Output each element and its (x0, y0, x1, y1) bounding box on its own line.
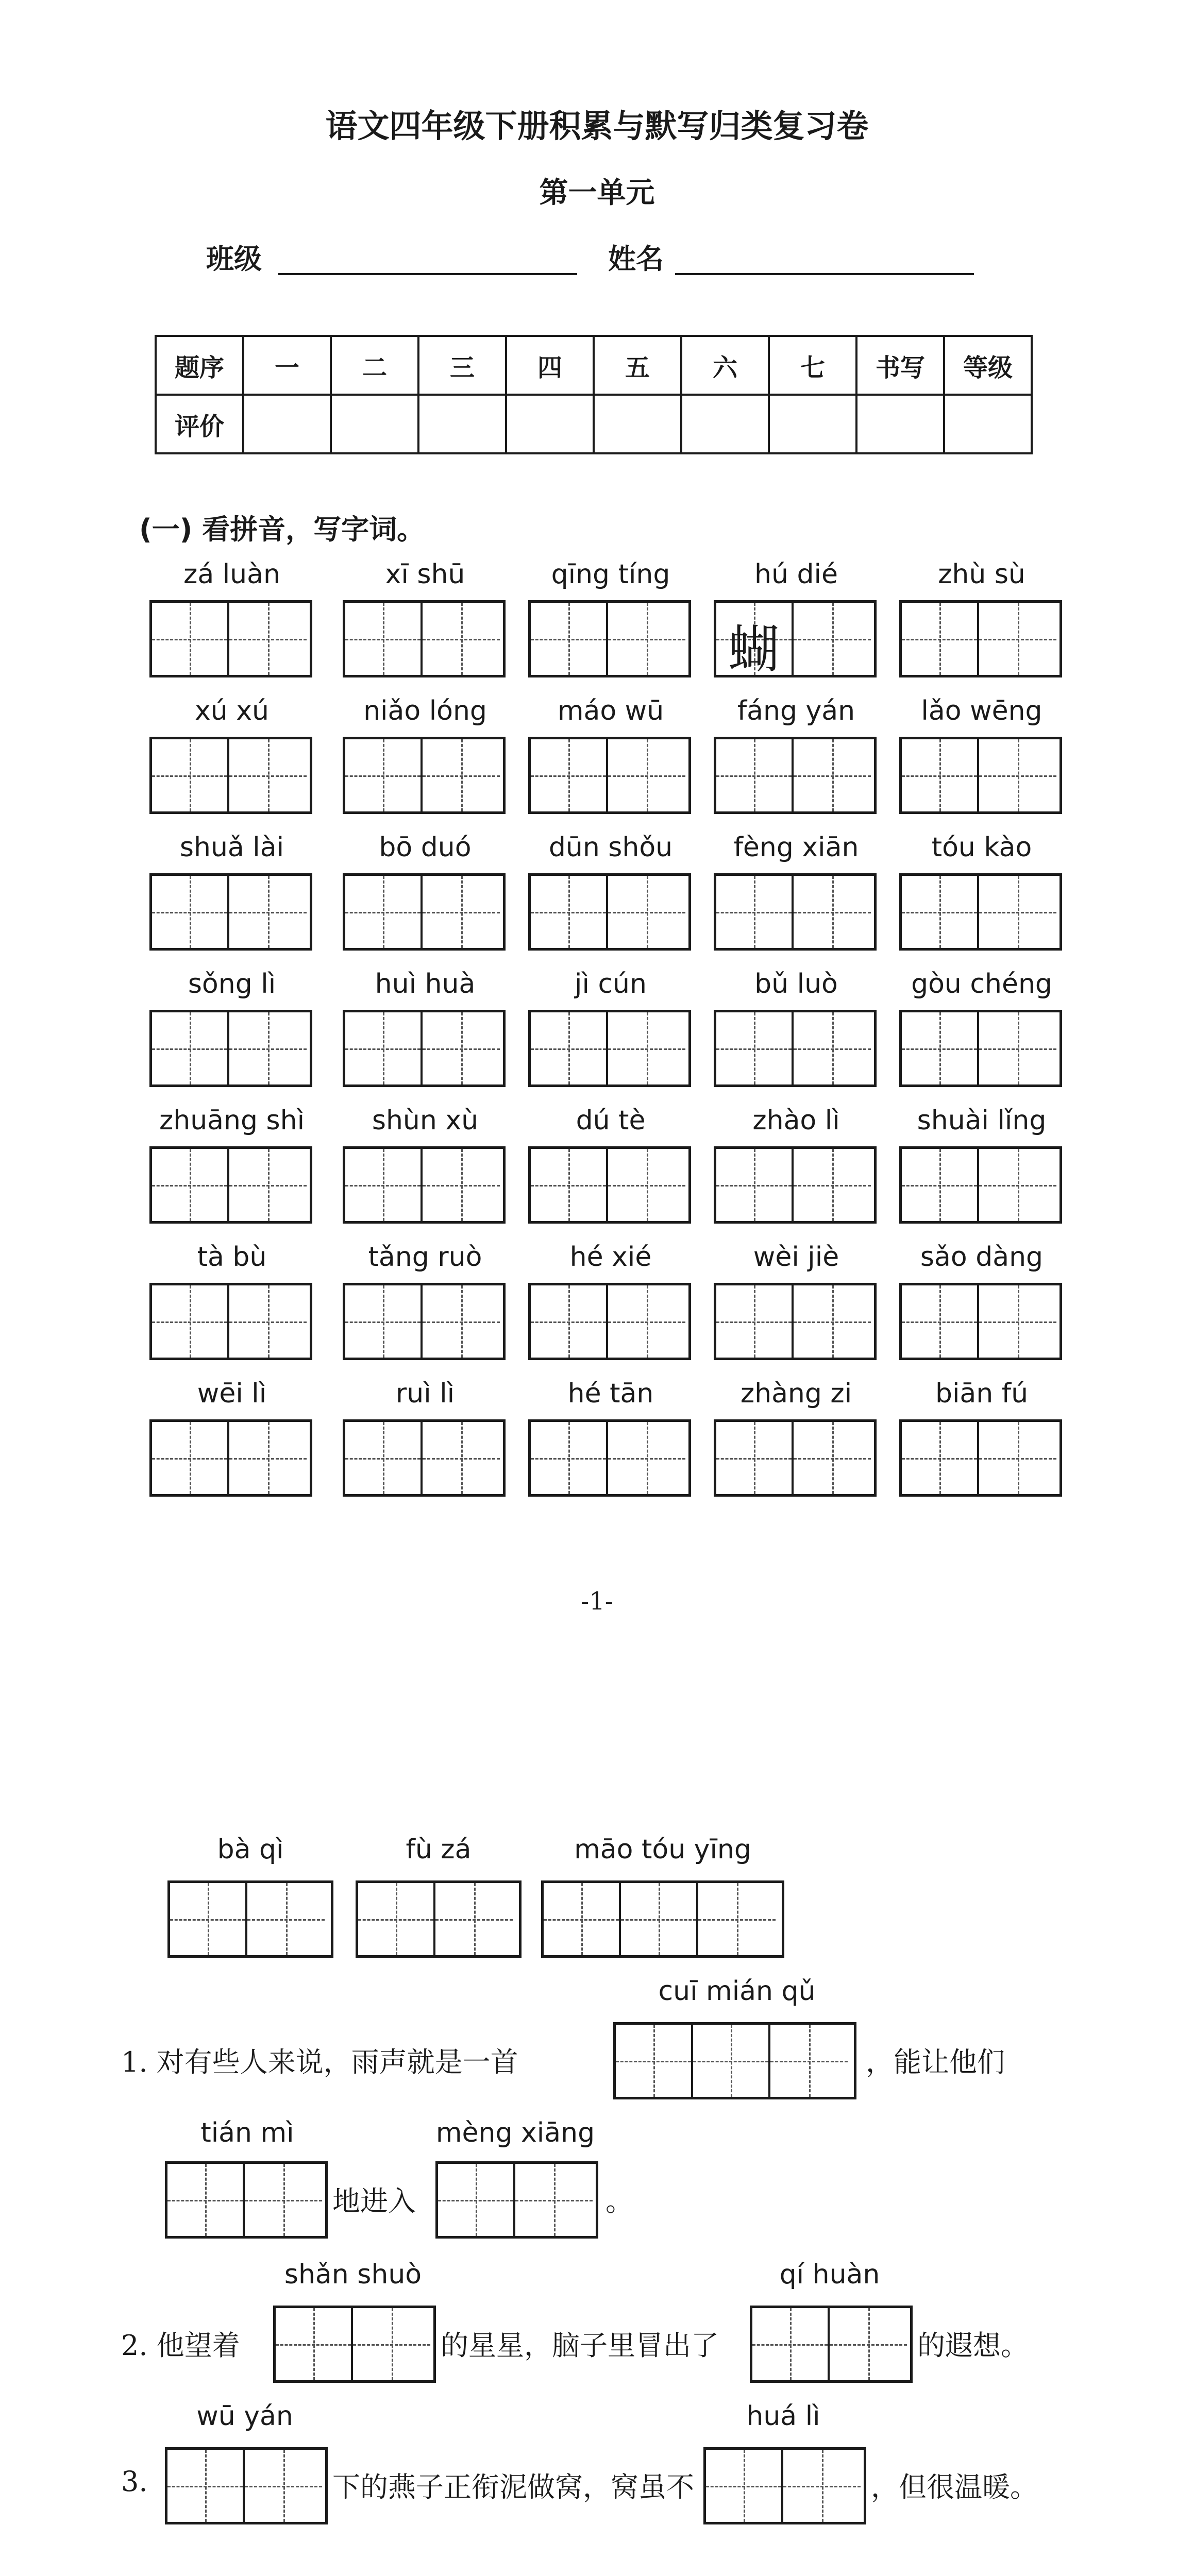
writing-cell[interactable] (515, 2164, 593, 2236)
writing-cell[interactable] (979, 1149, 1056, 1221)
score-cell: 等级 (944, 336, 1032, 395)
answer-box[interactable] (149, 737, 312, 814)
pinyin-label: māo tóu yīng (574, 1834, 751, 1865)
writing-cell[interactable] (229, 876, 307, 948)
pinyin-label: sǎo dàng (920, 1242, 1044, 1273)
pinyin-label: cuī mián qǔ (658, 1976, 816, 2007)
pinyin-label: fù zá (406, 1834, 472, 1865)
page-number: -1- (581, 1587, 613, 1616)
writing-cell[interactable] (531, 876, 608, 948)
answer-box[interactable] (149, 1010, 312, 1087)
writing-cell[interactable] (794, 1149, 871, 1221)
pinyin-label: bō duó (379, 832, 472, 863)
writing-cell[interactable] (423, 1149, 500, 1221)
score-input-cell[interactable] (594, 395, 681, 453)
writing-cell[interactable] (770, 2025, 848, 2097)
pinyin-label: tà bù (197, 1242, 267, 1273)
writing-cell[interactable] (531, 739, 608, 811)
pinyin-label: shuài lǐng (917, 1105, 1047, 1136)
writing-cell[interactable] (794, 603, 871, 675)
answer-box[interactable] (149, 1419, 312, 1497)
pinyin-label: fèng xiān (733, 832, 859, 863)
answer-box[interactable] (714, 1146, 877, 1224)
writing-cell[interactable] (229, 1149, 307, 1221)
answer-box[interactable] (528, 1419, 691, 1497)
pinyin-label: shuǎ lài (179, 832, 284, 863)
writing-cell[interactable] (794, 739, 871, 811)
pinyin-label: qí huàn (779, 2259, 880, 2290)
pinyin-label: tǎng ruò (368, 1242, 482, 1273)
answer-box[interactable] (899, 873, 1062, 951)
score-cell: 四 (506, 336, 594, 395)
writing-cell[interactable] (716, 1422, 794, 1494)
writing-cell[interactable] (698, 1883, 776, 1955)
answer-box[interactable] (343, 1419, 506, 1497)
pinyin-label: wèi jiè (753, 1242, 839, 1273)
writing-cell[interactable] (276, 2308, 353, 2380)
answer-box[interactable] (343, 1010, 506, 1087)
sentence-text: 下的燕子正衔泥做窝，窝虽不 (332, 2471, 694, 2503)
writing-cell[interactable] (152, 1422, 229, 1494)
writing-cell[interactable] (345, 1422, 423, 1494)
answer-box[interactable] (149, 873, 312, 951)
writing-cell[interactable] (345, 1285, 423, 1358)
score-cell: 六 (681, 336, 769, 395)
answer-box[interactable] (149, 1146, 312, 1224)
name-field[interactable] (675, 242, 974, 275)
writing-cell[interactable] (608, 876, 685, 948)
writing-cell[interactable] (716, 876, 794, 948)
writing-cell[interactable] (229, 739, 307, 811)
writing-cell[interactable] (794, 876, 871, 948)
writing-cell[interactable] (979, 603, 1056, 675)
writing-cell[interactable] (979, 739, 1056, 811)
score-cell: 七 (769, 336, 856, 395)
writing-cell[interactable] (531, 1149, 608, 1221)
writing-cell[interactable] (152, 1285, 229, 1358)
pinyin-label: bǔ luò (754, 969, 838, 999)
answer-box[interactable] (435, 2161, 598, 2239)
pinyin-label: fáng yán (737, 696, 855, 726)
writing-cell[interactable] (706, 2450, 783, 2522)
writing-cell[interactable] (167, 2164, 245, 2236)
answer-box[interactable] (528, 600, 691, 677)
writing-cell[interactable] (608, 1012, 685, 1084)
score-table-eval-row (156, 395, 1032, 453)
answer-box[interactable] (613, 2022, 856, 2099)
score-cell: 一 (243, 336, 331, 395)
writing-cell[interactable] (693, 2025, 770, 2097)
pinyin-label: huá lì (746, 2401, 820, 2432)
score-table-header-row (156, 336, 1032, 395)
writing-cell[interactable] (247, 1883, 325, 1955)
answer-box[interactable] (273, 2306, 436, 2383)
writing-cell[interactable] (229, 603, 307, 675)
pinyin-label: qīng tíng (551, 559, 670, 590)
answer-box[interactable] (714, 600, 877, 680)
score-input-cell[interactable] (243, 395, 331, 453)
answer-box[interactable] (714, 1010, 877, 1087)
class-field[interactable] (278, 242, 577, 275)
writing-cell[interactable] (423, 876, 500, 948)
answer-box[interactable] (899, 1010, 1062, 1087)
writing-cell[interactable] (830, 2308, 907, 2380)
sentence-text: ，能让他们 (866, 2046, 1005, 2078)
writing-cell[interactable] (902, 1149, 979, 1221)
answer-box[interactable] (528, 1010, 691, 1087)
pinyin-label: gòu chéng (911, 969, 1052, 999)
writing-cell[interactable] (531, 1012, 608, 1084)
answer-box[interactable] (528, 873, 691, 951)
page-title: 语文四年级下册积累与默写归类复习卷 (325, 107, 869, 145)
pinyin-label: mèng xiāng (435, 2117, 595, 2148)
answer-box[interactable] (167, 1880, 333, 1958)
writing-cell[interactable] (358, 1883, 435, 1955)
answer-box[interactable] (528, 1146, 691, 1224)
handwritten-char: 蝴 (728, 619, 780, 680)
sentence-text: 的遐想。 (917, 2329, 1029, 2362)
answer-box[interactable] (714, 1283, 877, 1360)
pinyin-label: xī shū (385, 559, 465, 590)
answer-box[interactable] (750, 2306, 913, 2383)
answer-box[interactable] (899, 1146, 1062, 1224)
writing-cell[interactable] (423, 739, 500, 811)
writing-cell[interactable] (621, 1883, 698, 1955)
answer-box[interactable] (899, 1419, 1062, 1497)
writing-cell[interactable] (531, 603, 608, 675)
writing-cell[interactable] (608, 739, 685, 811)
writing-cell[interactable] (345, 1012, 423, 1084)
score-input-cell[interactable] (681, 395, 769, 453)
writing-cell[interactable] (229, 1285, 307, 1358)
answer-box[interactable] (343, 873, 506, 951)
writing-cell[interactable] (167, 2450, 245, 2522)
writing-cell[interactable] (794, 1285, 871, 1358)
writing-cell[interactable] (531, 1285, 608, 1358)
unit-title: 第一单元 (539, 176, 655, 210)
score-input-cell[interactable] (769, 395, 856, 453)
writing-cell[interactable] (229, 1012, 307, 1084)
score-table (155, 335, 1033, 454)
pinyin-label: shǎn shuò (284, 2259, 422, 2290)
pinyin-label: zhuāng shì (159, 1105, 305, 1136)
writing-cell[interactable] (979, 1285, 1056, 1358)
pinyin-label: dú tè (576, 1105, 646, 1136)
score-input-cell[interactable] (944, 395, 1032, 453)
pinyin-label: bà qì (217, 1834, 284, 1865)
pinyin-label: hú dié (754, 559, 838, 590)
pinyin-label: wū yán (196, 2401, 293, 2432)
answer-box[interactable] (343, 600, 506, 677)
pinyin-label: huì huà (375, 969, 476, 999)
pinyin-label: biān fú (935, 1378, 1029, 1409)
writing-cell[interactable] (716, 603, 794, 680)
writing-cell[interactable] (902, 1285, 979, 1358)
answer-box[interactable] (356, 1880, 522, 1958)
pinyin-label: wēi lì (197, 1378, 267, 1409)
writing-cell[interactable] (345, 603, 423, 675)
writing-cell[interactable] (152, 1012, 229, 1084)
writing-cell[interactable] (245, 2164, 322, 2236)
pinyin-label: máo wū (557, 696, 664, 726)
answer-box[interactable] (899, 1283, 1062, 1360)
writing-cell[interactable] (794, 1422, 871, 1494)
score-cell: 题序 (156, 336, 243, 395)
sentence-text: 地进入 (332, 2185, 416, 2217)
sentence-text: 2. 他望着 (121, 2329, 240, 2362)
score-input-cell[interactable] (418, 395, 506, 453)
score-cell: 三 (418, 336, 506, 395)
answer-box[interactable] (149, 1283, 312, 1360)
sentence-text: 。 (606, 2185, 633, 2217)
sentence-text: 的星星，脑子里冒出了 (441, 2329, 719, 2362)
pinyin-label: jì cún (575, 969, 647, 999)
writing-cell[interactable] (435, 1883, 513, 1955)
score-input-cell[interactable] (506, 395, 594, 453)
writing-cell[interactable] (345, 739, 423, 811)
writing-cell[interactable] (229, 1422, 307, 1494)
score-cell: 书写 (856, 336, 944, 395)
pinyin-label: ruì lì (395, 1378, 455, 1409)
writing-cell[interactable] (902, 739, 979, 811)
answer-box[interactable] (343, 1283, 506, 1360)
pinyin-label: hé xié (569, 1242, 652, 1273)
sentence-text: ，但很温暖。 (871, 2471, 1038, 2503)
section1-heading: (一) 看拼音，写字词。 (139, 513, 425, 546)
answer-box[interactable] (714, 737, 877, 814)
writing-cell[interactable] (902, 1422, 979, 1494)
answer-box[interactable] (528, 737, 691, 814)
pinyin-label: zhù sù (938, 559, 1025, 590)
writing-cell[interactable] (531, 1422, 608, 1494)
writing-cell[interactable] (345, 1149, 423, 1221)
writing-cell[interactable] (438, 2164, 515, 2236)
pinyin-label: zá luàn (183, 559, 280, 590)
writing-cell[interactable] (608, 603, 685, 675)
writing-cell[interactable] (423, 1422, 500, 1494)
writing-cell[interactable] (544, 1883, 621, 1955)
writing-cell[interactable] (794, 1012, 871, 1084)
pinyin-label: xú xú (195, 696, 269, 726)
writing-cell[interactable] (423, 603, 500, 675)
writing-cell[interactable] (979, 1422, 1056, 1494)
writing-cell[interactable] (152, 739, 229, 811)
pinyin-label: hé tān (567, 1378, 654, 1409)
pinyin-label: shùn xù (372, 1105, 479, 1136)
writing-cell[interactable] (716, 1012, 794, 1084)
score-cell: 评价 (156, 395, 243, 453)
writing-cell[interactable] (353, 2308, 430, 2380)
writing-cell[interactable] (902, 876, 979, 948)
writing-cell[interactable] (716, 1285, 794, 1358)
class-label: 班级 (206, 242, 262, 275)
writing-cell[interactable] (152, 603, 229, 675)
answer-box[interactable] (541, 1880, 784, 1958)
pinyin-label: lǎo wēng (921, 696, 1042, 726)
writing-cell[interactable] (716, 1149, 794, 1221)
answer-box[interactable] (165, 2161, 328, 2239)
writing-cell[interactable] (979, 876, 1056, 948)
answer-box[interactable] (343, 737, 506, 814)
answer-box[interactable] (528, 1283, 691, 1360)
pinyin-label: tóu kào (931, 832, 1032, 863)
writing-cell[interactable] (752, 2308, 830, 2380)
writing-cell[interactable] (345, 876, 423, 948)
pinyin-label: niǎo lóng (363, 696, 487, 726)
writing-cell[interactable] (423, 1285, 500, 1358)
writing-cell[interactable] (170, 1883, 247, 1955)
writing-cell[interactable] (608, 1285, 685, 1358)
answer-box[interactable] (343, 1146, 506, 1224)
writing-cell[interactable] (152, 1149, 229, 1221)
writing-cell[interactable] (608, 1422, 685, 1494)
name-label: 姓名 (608, 242, 664, 275)
score-input-cell[interactable] (856, 395, 944, 453)
writing-cell[interactable] (783, 2450, 861, 2522)
writing-cell[interactable] (902, 603, 979, 675)
score-cell: 二 (331, 336, 418, 395)
answer-box[interactable] (899, 737, 1062, 814)
pinyin-label: zhàng zi (740, 1378, 852, 1409)
answer-box[interactable] (149, 600, 312, 677)
score-cell: 五 (594, 336, 681, 395)
pinyin-label: tián mì (200, 2117, 294, 2148)
writing-cell[interactable] (152, 876, 229, 948)
writing-cell[interactable] (716, 739, 794, 811)
pinyin-label: sǒng lì (188, 969, 276, 999)
sentence-text: 3. (121, 2465, 148, 2498)
answer-box[interactable] (703, 2447, 866, 2524)
writing-cell[interactable] (608, 1149, 685, 1221)
answer-box[interactable] (165, 2447, 328, 2524)
writing-cell[interactable] (902, 1012, 979, 1084)
writing-cell[interactable] (245, 2450, 322, 2522)
score-input-cell[interactable] (331, 395, 418, 453)
answer-box[interactable] (714, 1419, 877, 1497)
writing-cell[interactable] (616, 2025, 693, 2097)
answer-box[interactable] (714, 873, 877, 951)
sentence-text: 1. 对有些人来说，雨声就是一首 (121, 2046, 518, 2078)
writing-cell[interactable] (979, 1012, 1056, 1084)
pinyin-label: zhào lì (752, 1105, 840, 1136)
answer-box[interactable] (899, 600, 1062, 677)
pinyin-label: dūn shǒu (548, 832, 673, 863)
writing-cell[interactable] (423, 1012, 500, 1084)
